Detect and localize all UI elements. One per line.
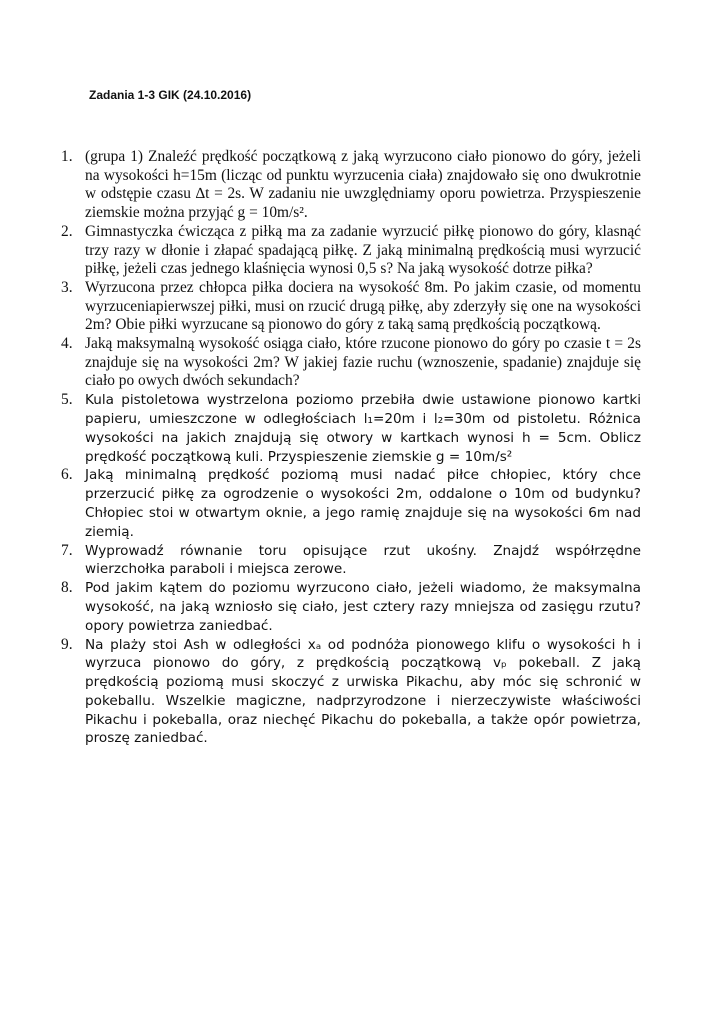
task-text: Kula pistoletowa wystrzelona poziomo przebiła dwie ustawione pionowo kartki papieru, umieszczone w odległościach l₁=20m i l₂=30m od pistoletu. Różnica wysokości na jakich znajdują się otwory w kartkach wynosi h = 5cm. Oblicz prędkość początkową kuli. Przyspieszenie ziemskie g = 10m/s² [85,392,641,465]
task-item-5 [61,391,641,466]
task-number: 3. [61,278,73,296]
task-text: Pod jakim kątem do poziomu wyrzucono ciało, jeżeli wiadomo, że maksymalna wysokość, na jaką wzniosło się ciało, jest cztery razy mniejsza od zasięgu rzutu? opory powietrza zaniedbać. [85,580,641,634]
task-number: 5. [61,391,73,409]
task-text: Wyrzucona przez chłopca piłka dociera na wysokość 8m. Po jakim czasie, od momentu wyrzuceniapierwszej piłki, musi on rzucić drugą piłkę, aby zderzyły się one na wysokości 2m? Obie piłki wyrzucane są pionowo do góry z taką samą prędkością początkową. [85,278,641,334]
task-text: (grupa 1) Znaleźć prędkość początkową z jaką wyrzucono ciało pionowo do góry, jeżeli na wysokości h=15m (licząc od punktu wyrzucenia ciała) znajdowało się ono dwukrotnie w odstępie czasu ∆t = 2s. W zadaniu nie uwzględniamy oporu powietrza. Przyspieszenie ziemskie można przyjąć g = 10m/s². [85,148,641,222]
task-item-4 [61,335,641,391]
task-number: 9. [61,635,73,653]
task-item-3 [61,279,641,335]
task-number: 4. [61,335,73,353]
task-text: Gimnastyczka ćwicząca z piłką ma za zadanie wyrzucić piłkę pionowo do góry, klasnąć trzy razy w dłonie i złapać spadającą piłkę. Z jaką minimalną prędkością musi wyrzucić piłkę, jeżeli czas jednego klaśnięcia wynosi 0,5 s? Na jaką wysokość dotrze piłka? [85,222,641,278]
task-number: 1. [61,148,73,165]
task-item-9 [61,636,641,749]
task-number: 8. [61,579,73,597]
task-text: Jaką minimalną prędkość poziomą musi nadać piłce chłopiec, który chce przerzucić piłkę za ogrodzenie o wysokości 2m, oddalone o 10m od budynku? Chłopiec stoi w otwartym oknie, a jego ramię znajduje się na wysokości 6m nad ziemią. [85,467,641,540]
task-text: Na plaży stoi Ash w odległości xₐ od podnóża pionowego klifu o wysokości h i wyrzuca pionowo do góry, z prędkością początkową vₚ pokeball. Z jaką prędkością poziomą musi skoczyć z urwiska Pikachu, aby móc się schronić w pokeballu. Wszelkie magiczne, nadprzyrodzone i nierzeczywiste właściwości Pikachu i pokeballa, oraz niechęć Pikachu do pokeballa, a także opór powietrza, proszę zaniedbać. [85,636,641,747]
task-number: 7. [61,541,73,559]
task-text: Wyprowadź równanie toru opisujące rzut ukośny. Znajdź współrzędne wierzchołka paraboli i miejsca zerowe. [85,542,641,578]
task-number: 2. [61,222,73,240]
task-number: 6. [61,466,73,484]
task-item-1 [61,148,641,223]
task-item-7 [61,542,641,580]
task-item-6 [61,466,641,541]
task-text: Jaką maksymalną wysokość osiąga ciało, które rzucone pionowo do góry po czasie t = 2s znajduje się na wysokości 2m? W jakiej fazie ruchu (wznoszenie, spadanie) znajduje się ciało po owych dwóch sekundach? [85,335,641,390]
document-title: Zadania 1-3 GIK (24.10.2016) [89,88,252,102]
task-list [61,148,641,748]
task-item-8 [61,579,641,635]
task-item-2 [61,223,641,279]
